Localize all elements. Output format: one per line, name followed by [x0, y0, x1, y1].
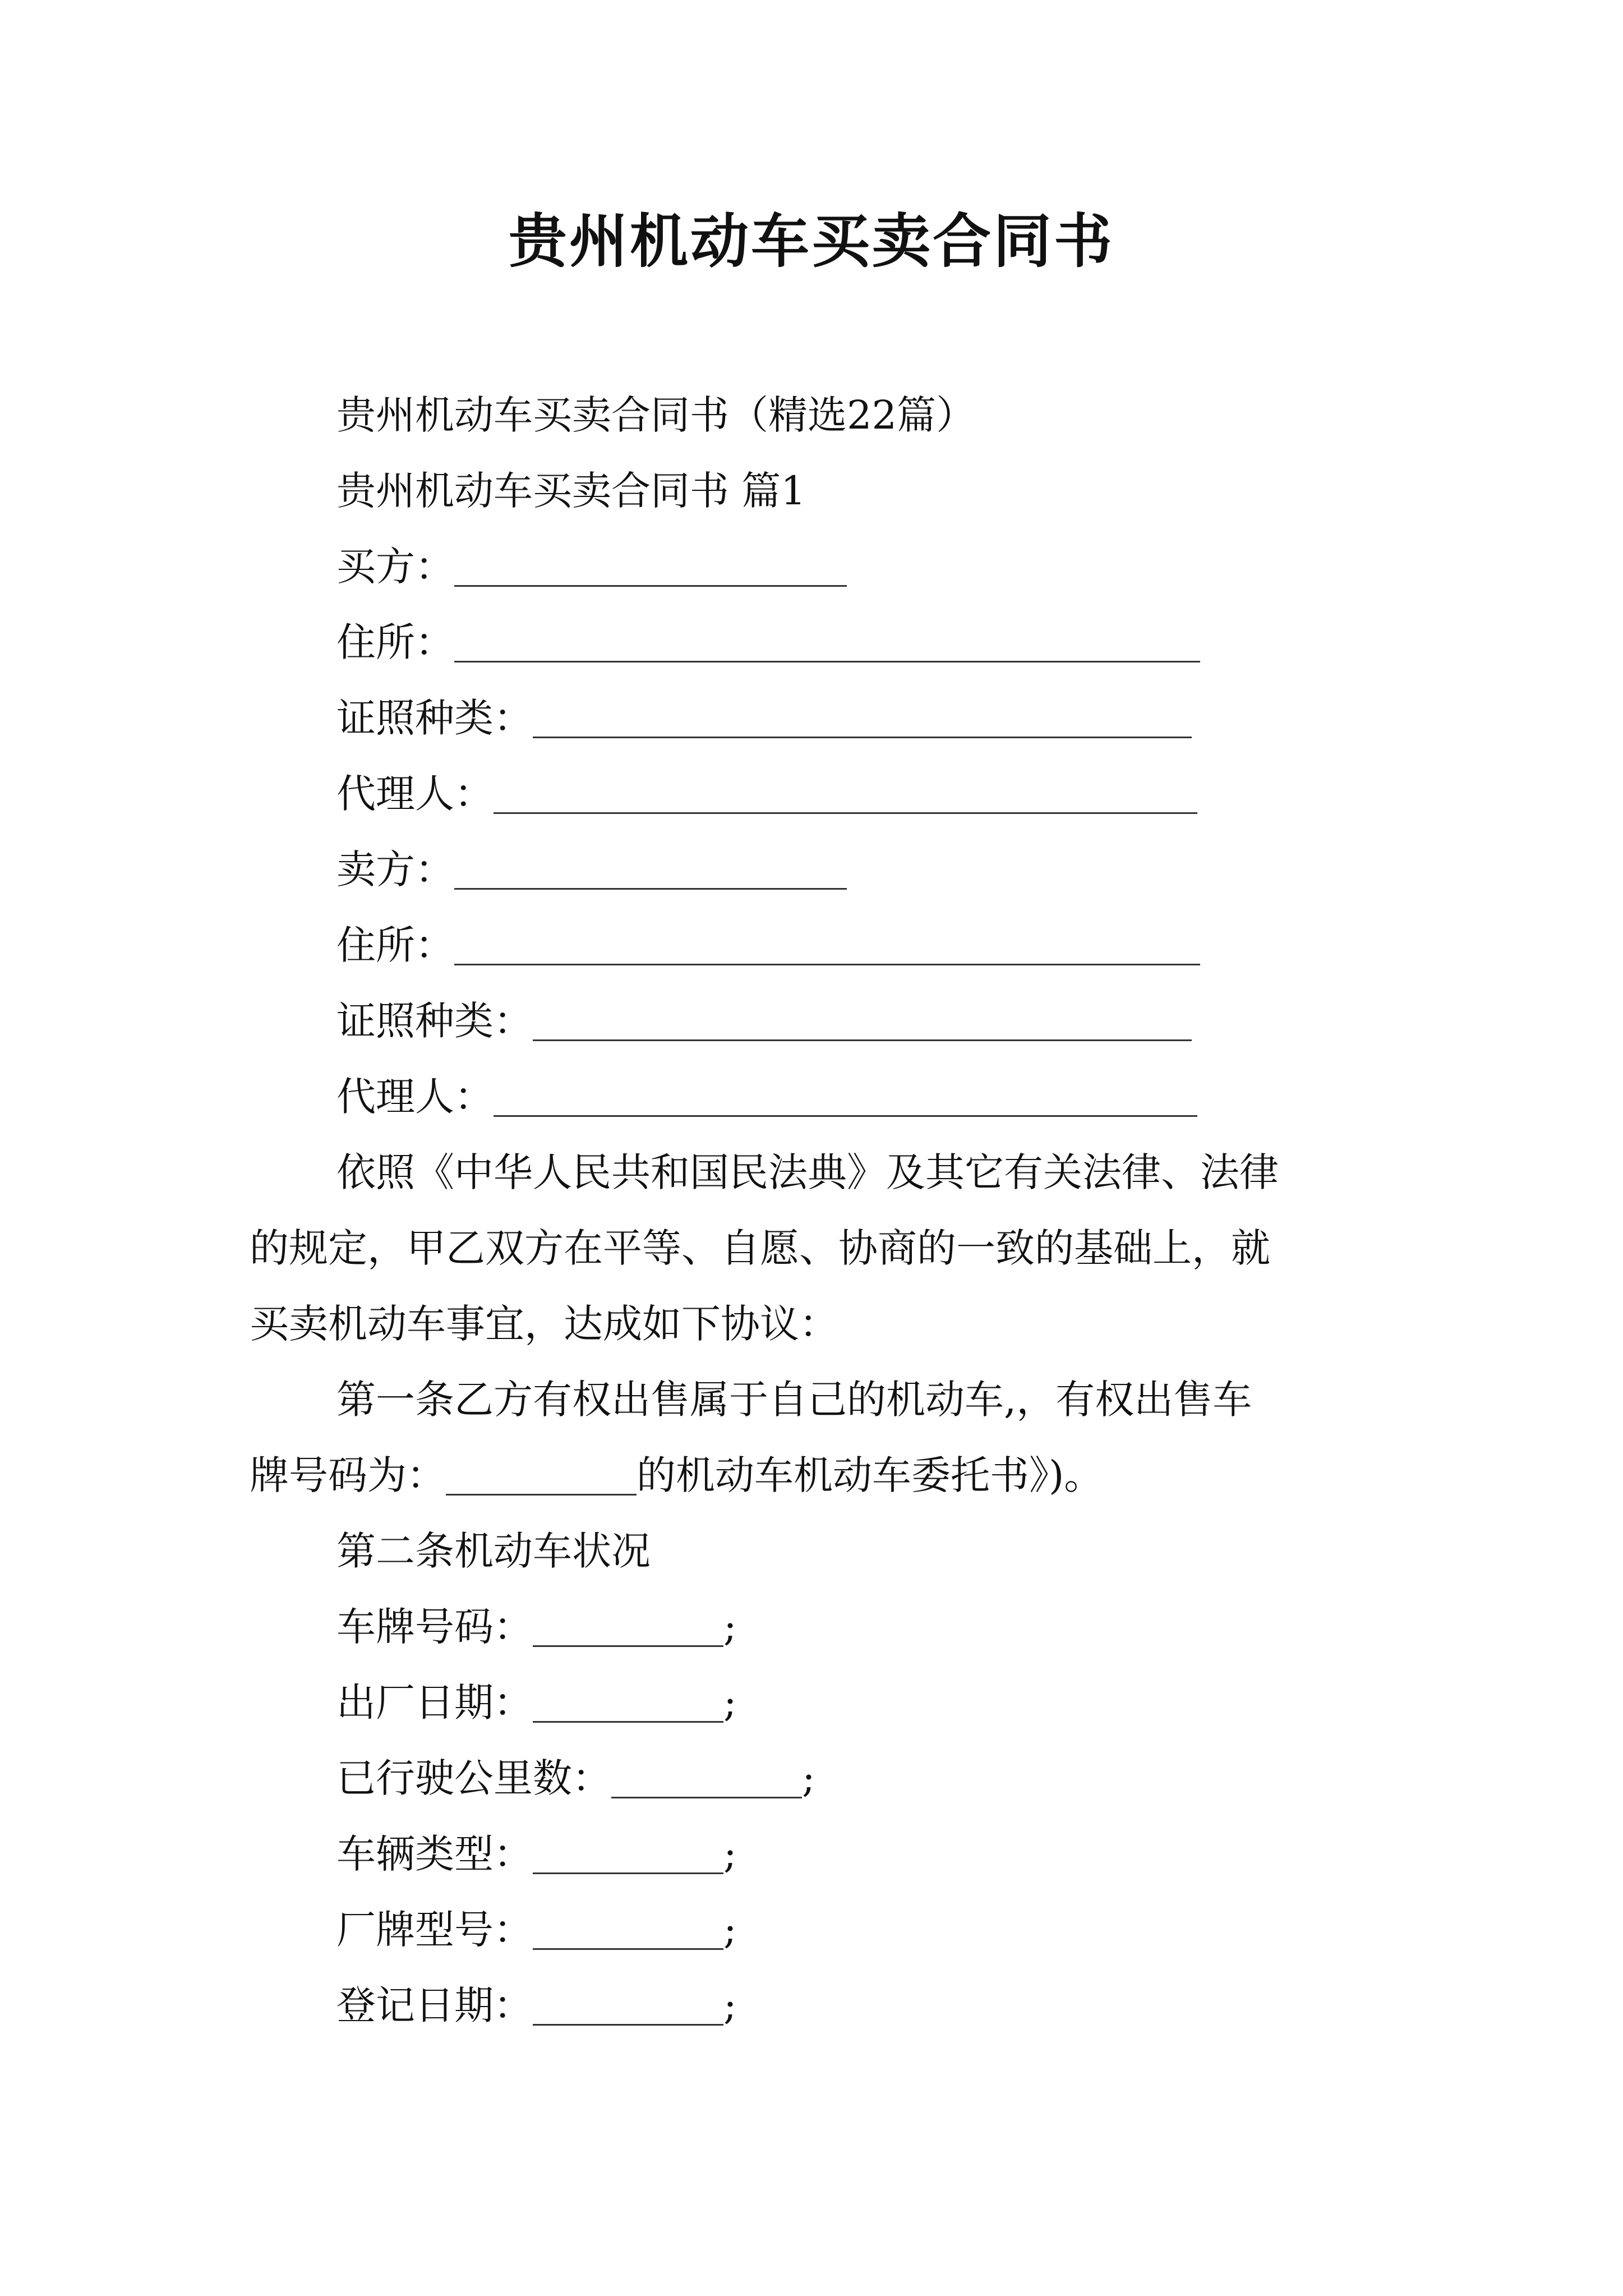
buyer-id-type-blank[interactable]	[533, 700, 1192, 738]
field-blank[interactable]	[533, 1608, 723, 1647]
article1-plate-label: 牌号码为：	[250, 1452, 446, 1498]
seller-row	[336, 841, 847, 898]
seller-address-label: 住所：	[336, 922, 454, 968]
article1-line-2-suffix: 的机动车机动车委托书》)。	[637, 1452, 1104, 1498]
field-label: 已行驶公里数：	[336, 1755, 611, 1801]
seller-address-row	[336, 917, 1200, 973]
field-end: ;	[802, 1755, 815, 1801]
field-label: 厂牌型号：	[336, 1907, 533, 1953]
buyer-address-row	[336, 614, 1200, 670]
buyer-id-type-row	[336, 690, 1192, 746]
buyer-id-type-label: 证照种类：	[336, 695, 533, 741]
field-manufacture-date	[336, 1674, 737, 1731]
field-blank[interactable]	[533, 1987, 723, 2026]
field-label: 登记日期：	[336, 1982, 533, 2028]
buyer-address-label: 住所：	[336, 619, 454, 665]
field-mileage	[336, 1750, 815, 1806]
seller-address-blank[interactable]	[454, 927, 1200, 965]
field-vehicle-type	[336, 1826, 737, 1882]
intro-line-2: 的规定，甲乙双方在平等、自愿、协商的一致的基础上，就	[250, 1225, 1270, 1271]
field-end: ;	[723, 1831, 737, 1877]
subtitle: 贵州机动车买卖合同书（精选22篇）	[336, 392, 976, 438]
seller-agent-blank[interactable]	[494, 1078, 1197, 1117]
field-blank[interactable]	[611, 1760, 802, 1798]
field-end: ;	[723, 1604, 737, 1650]
buyer-label: 买方：	[336, 544, 454, 590]
seller-agent-row	[336, 1069, 1197, 1125]
field-label: 车辆类型：	[336, 1831, 533, 1877]
article1-line-1: 第一条乙方有权出售属于自己的机动车,，有权出售车	[336, 1377, 1252, 1423]
article1-plate-blank[interactable]	[446, 1457, 637, 1496]
field-blank[interactable]	[533, 1835, 723, 1874]
buyer-agent-label: 代理人：	[336, 771, 494, 817]
field-end: ;	[723, 1907, 737, 1953]
field-plate-number	[336, 1599, 737, 1655]
field-registration-date	[336, 1977, 737, 2033]
article2-heading: 第二条机动车状况	[336, 1528, 651, 1574]
intro-line-3: 买卖机动车事宜，达成如下协议：	[250, 1301, 838, 1347]
buyer-agent-blank[interactable]	[494, 775, 1197, 814]
article1-line-2	[250, 1447, 1103, 1503]
seller-id-type-row	[336, 993, 1192, 1049]
buyer-address-blank[interactable]	[454, 624, 1200, 662]
intro-line-1: 依照《中华人民共和国民法典》及其它有关法律、法律	[336, 1149, 1279, 1195]
buyer-blank[interactable]	[454, 548, 847, 587]
seller-label: 卖方：	[336, 846, 454, 892]
document-title: 贵州机动车买卖合同书	[508, 206, 1114, 275]
seller-id-type-label: 证照种类：	[336, 998, 533, 1044]
field-end: ;	[723, 1680, 737, 1726]
field-brand-model	[336, 1902, 737, 1958]
buyer-agent-row	[336, 766, 1197, 822]
field-blank[interactable]	[533, 1911, 723, 1950]
seller-id-type-blank[interactable]	[533, 1002, 1192, 1041]
seller-blank[interactable]	[454, 851, 847, 890]
buyer-row	[336, 539, 847, 595]
field-end: ;	[723, 1982, 737, 2028]
field-label: 出厂日期：	[336, 1680, 533, 1726]
field-label: 车牌号码：	[336, 1604, 533, 1650]
seller-agent-label: 代理人：	[336, 1074, 494, 1120]
field-blank[interactable]	[533, 1684, 723, 1723]
section-heading: 贵州机动车买卖合同书 篇1	[336, 468, 806, 514]
